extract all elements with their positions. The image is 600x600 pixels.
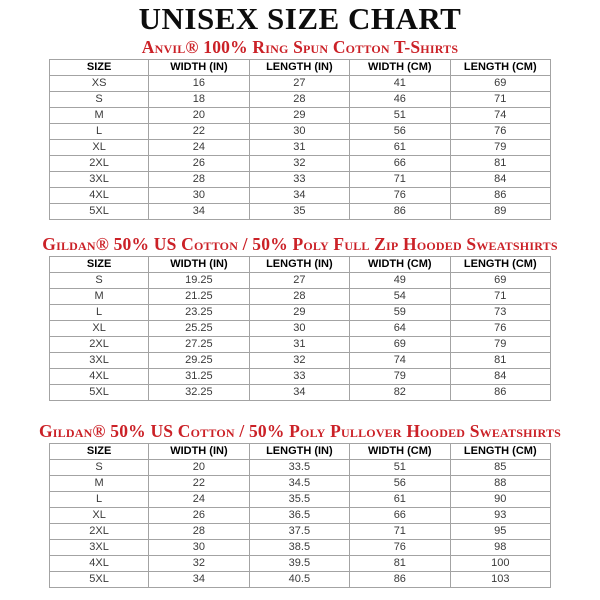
table-row — [50, 524, 551, 540]
table-row — [50, 305, 551, 321]
column-header-length-in: LENGTH (IN) — [249, 60, 349, 76]
column-header-width-cm: WIDTH (CM) — [350, 60, 450, 76]
measurement-cell: 30 — [149, 188, 249, 204]
measurement-cell: 81 — [450, 156, 550, 172]
section-pullover-hoodies — [0, 422, 600, 588]
column-header-width-in: WIDTH (IN) — [149, 60, 249, 76]
table-row — [50, 140, 551, 156]
column-header-width-cm: WIDTH (CM) — [350, 257, 450, 273]
size-cell: 3XL — [50, 172, 149, 188]
table-row — [50, 92, 551, 108]
measurement-cell: 33 — [249, 369, 349, 385]
measurement-cell: 69 — [450, 273, 550, 289]
column-header-size: SIZE — [50, 444, 149, 460]
measurement-cell: 34 — [149, 204, 249, 220]
measurement-cell: 56 — [350, 476, 450, 492]
measurement-cell: 88 — [450, 476, 550, 492]
measurement-cell: 33 — [249, 172, 349, 188]
size-cell: L — [50, 492, 149, 508]
measurement-cell: 95 — [450, 524, 550, 540]
table-row — [50, 172, 551, 188]
column-header-size: SIZE — [50, 257, 149, 273]
measurement-cell: 28 — [249, 289, 349, 305]
measurement-cell: 84 — [450, 172, 550, 188]
measurement-cell: 64 — [350, 321, 450, 337]
size-cell: XS — [50, 76, 149, 92]
measurement-cell: 24 — [149, 492, 249, 508]
table-row — [50, 188, 551, 204]
size-cell: XL — [50, 321, 149, 337]
table-row — [50, 108, 551, 124]
table-row — [50, 369, 551, 385]
table-row — [50, 204, 551, 220]
table-row — [50, 492, 551, 508]
measurement-cell: 82 — [350, 385, 450, 401]
measurement-cell: 100 — [450, 556, 550, 572]
measurement-cell: 30 — [149, 540, 249, 556]
measurement-cell: 86 — [450, 188, 550, 204]
fullzip-hoodie-size-table — [49, 256, 551, 401]
size-cell: 3XL — [50, 540, 149, 556]
measurement-cell: 76 — [450, 321, 550, 337]
size-cell: XL — [50, 508, 149, 524]
page-title: UNISEX SIZE CHART — [138, 1, 462, 36]
measurement-cell: 49 — [350, 273, 450, 289]
measurement-cell: 46 — [350, 92, 450, 108]
measurement-cell: 32 — [249, 156, 349, 172]
size-cell: 5XL — [50, 385, 149, 401]
measurement-cell: 29 — [249, 305, 349, 321]
measurement-cell: 20 — [149, 460, 249, 476]
table-row — [50, 508, 551, 524]
measurement-cell: 79 — [450, 337, 550, 353]
measurement-cell: 32.25 — [149, 385, 249, 401]
measurement-cell: 86 — [350, 204, 450, 220]
measurement-cell: 29.25 — [149, 353, 249, 369]
section-title-pullover-hoodies: Gildan® 50% US Cotton / 50% Poly Pullover Hooded Sweatshirts — [38, 421, 562, 441]
measurement-cell: 18 — [149, 92, 249, 108]
measurement-cell: 39.5 — [249, 556, 349, 572]
measurement-cell: 28 — [249, 92, 349, 108]
size-cell: 4XL — [50, 556, 149, 572]
table-header-row — [50, 257, 551, 273]
measurement-cell: 66 — [350, 508, 450, 524]
measurement-cell: 51 — [350, 460, 450, 476]
size-cell: 5XL — [50, 204, 149, 220]
table-row — [50, 321, 551, 337]
measurement-cell: 61 — [350, 140, 450, 156]
size-cell: 2XL — [50, 524, 149, 540]
size-cell: 5XL — [50, 572, 149, 588]
section-title-fullzip-hoodies: Gildan® 50% US Cotton / 50% Poly Full Zip Hooded Sweatshirts — [42, 234, 558, 254]
size-cell: XL — [50, 140, 149, 156]
table-row — [50, 156, 551, 172]
measurement-cell: 76 — [450, 124, 550, 140]
size-cell: 4XL — [50, 188, 149, 204]
measurement-cell: 35.5 — [249, 492, 349, 508]
measurement-cell: 27.25 — [149, 337, 249, 353]
measurement-cell: 84 — [450, 369, 550, 385]
size-cell: M — [50, 108, 149, 124]
measurement-cell: 74 — [450, 108, 550, 124]
section-fullzip-hoodies — [0, 235, 600, 401]
measurement-cell: 35 — [249, 204, 349, 220]
measurement-cell: 51 — [350, 108, 450, 124]
table-row — [50, 540, 551, 556]
measurement-cell: 31 — [249, 140, 349, 156]
measurement-cell: 26 — [149, 156, 249, 172]
measurement-cell: 86 — [450, 385, 550, 401]
table-header-row — [50, 444, 551, 460]
size-cell: M — [50, 476, 149, 492]
measurement-cell: 19.25 — [149, 273, 249, 289]
measurement-cell: 33.5 — [249, 460, 349, 476]
table-row — [50, 353, 551, 369]
measurement-cell: 31.25 — [149, 369, 249, 385]
measurement-cell: 22 — [149, 476, 249, 492]
measurement-cell: 71 — [450, 92, 550, 108]
column-header-length-cm: LENGTH (CM) — [450, 60, 550, 76]
table-row — [50, 76, 551, 92]
measurement-cell: 34 — [149, 572, 249, 588]
table-row — [50, 460, 551, 476]
measurement-cell: 89 — [450, 204, 550, 220]
measurement-cell: 22 — [149, 124, 249, 140]
table-row — [50, 337, 551, 353]
measurement-cell: 59 — [350, 305, 450, 321]
measurement-cell: 74 — [350, 353, 450, 369]
measurement-cell: 81 — [350, 556, 450, 572]
measurement-cell: 32 — [149, 556, 249, 572]
measurement-cell: 40.5 — [249, 572, 349, 588]
measurement-cell: 29 — [249, 108, 349, 124]
measurement-cell: 34 — [249, 188, 349, 204]
table-row — [50, 556, 551, 572]
measurement-cell: 86 — [350, 572, 450, 588]
measurement-cell: 37.5 — [249, 524, 349, 540]
column-header-length-cm: LENGTH (CM) — [450, 444, 550, 460]
measurement-cell: 34.5 — [249, 476, 349, 492]
measurement-cell: 93 — [450, 508, 550, 524]
measurement-cell: 73 — [450, 305, 550, 321]
size-cell: 3XL — [50, 353, 149, 369]
measurement-cell: 76 — [350, 188, 450, 204]
section-anvil-tshirts — [0, 38, 600, 220]
measurement-cell: 27 — [249, 76, 349, 92]
table-row — [50, 476, 551, 492]
size-cell: S — [50, 92, 149, 108]
measurement-cell: 16 — [149, 76, 249, 92]
measurement-cell: 85 — [450, 460, 550, 476]
size-cell: L — [50, 124, 149, 140]
column-header-length-in: LENGTH (IN) — [249, 444, 349, 460]
column-header-size: SIZE — [50, 60, 149, 76]
measurement-cell: 76 — [350, 540, 450, 556]
table-header-row — [50, 60, 551, 76]
measurement-cell: 20 — [149, 108, 249, 124]
measurement-cell: 24 — [149, 140, 249, 156]
measurement-cell: 90 — [450, 492, 550, 508]
measurement-cell: 103 — [450, 572, 550, 588]
column-header-width-in: WIDTH (IN) — [149, 257, 249, 273]
section-title-anvil-tshirts: Anvil® 100% Ring Spun Cotton T-Shirts — [141, 37, 459, 57]
size-cell: M — [50, 289, 149, 305]
measurement-cell: 66 — [350, 156, 450, 172]
measurement-cell: 28 — [149, 172, 249, 188]
table-row — [50, 289, 551, 305]
column-header-width-cm: WIDTH (CM) — [350, 444, 450, 460]
measurement-cell: 30 — [249, 124, 349, 140]
measurement-cell: 26 — [149, 508, 249, 524]
measurement-cell: 28 — [149, 524, 249, 540]
size-cell: S — [50, 460, 149, 476]
measurement-cell: 71 — [350, 172, 450, 188]
size-cell: S — [50, 273, 149, 289]
column-header-width-in: WIDTH (IN) — [149, 444, 249, 460]
measurement-cell: 32 — [249, 353, 349, 369]
column-header-length-in: LENGTH (IN) — [249, 257, 349, 273]
measurement-cell: 30 — [249, 321, 349, 337]
measurement-cell: 23.25 — [149, 305, 249, 321]
measurement-cell: 79 — [350, 369, 450, 385]
table-row — [50, 124, 551, 140]
measurement-cell: 69 — [450, 76, 550, 92]
table-row — [50, 572, 551, 588]
measurement-cell: 69 — [350, 337, 450, 353]
measurement-cell: 27 — [249, 273, 349, 289]
measurement-cell: 81 — [450, 353, 550, 369]
measurement-cell: 61 — [350, 492, 450, 508]
measurement-cell: 71 — [450, 289, 550, 305]
measurement-cell: 71 — [350, 524, 450, 540]
measurement-cell: 38.5 — [249, 540, 349, 556]
size-cell: 2XL — [50, 337, 149, 353]
table-row — [50, 385, 551, 401]
measurement-cell: 41 — [350, 76, 450, 92]
anvil-tshirt-size-table — [49, 59, 551, 220]
measurement-cell: 36.5 — [249, 508, 349, 524]
column-header-length-cm: LENGTH (CM) — [450, 257, 550, 273]
measurement-cell: 34 — [249, 385, 349, 401]
table-row — [50, 273, 551, 289]
measurement-cell: 79 — [450, 140, 550, 156]
measurement-cell: 56 — [350, 124, 450, 140]
measurement-cell: 54 — [350, 289, 450, 305]
measurement-cell: 21.25 — [149, 289, 249, 305]
measurement-cell: 25.25 — [149, 321, 249, 337]
pullover-hoodie-size-table — [49, 443, 551, 588]
measurement-cell: 98 — [450, 540, 550, 556]
size-cell: 2XL — [50, 156, 149, 172]
size-cell: 4XL — [50, 369, 149, 385]
measurement-cell: 31 — [249, 337, 349, 353]
size-cell: L — [50, 305, 149, 321]
